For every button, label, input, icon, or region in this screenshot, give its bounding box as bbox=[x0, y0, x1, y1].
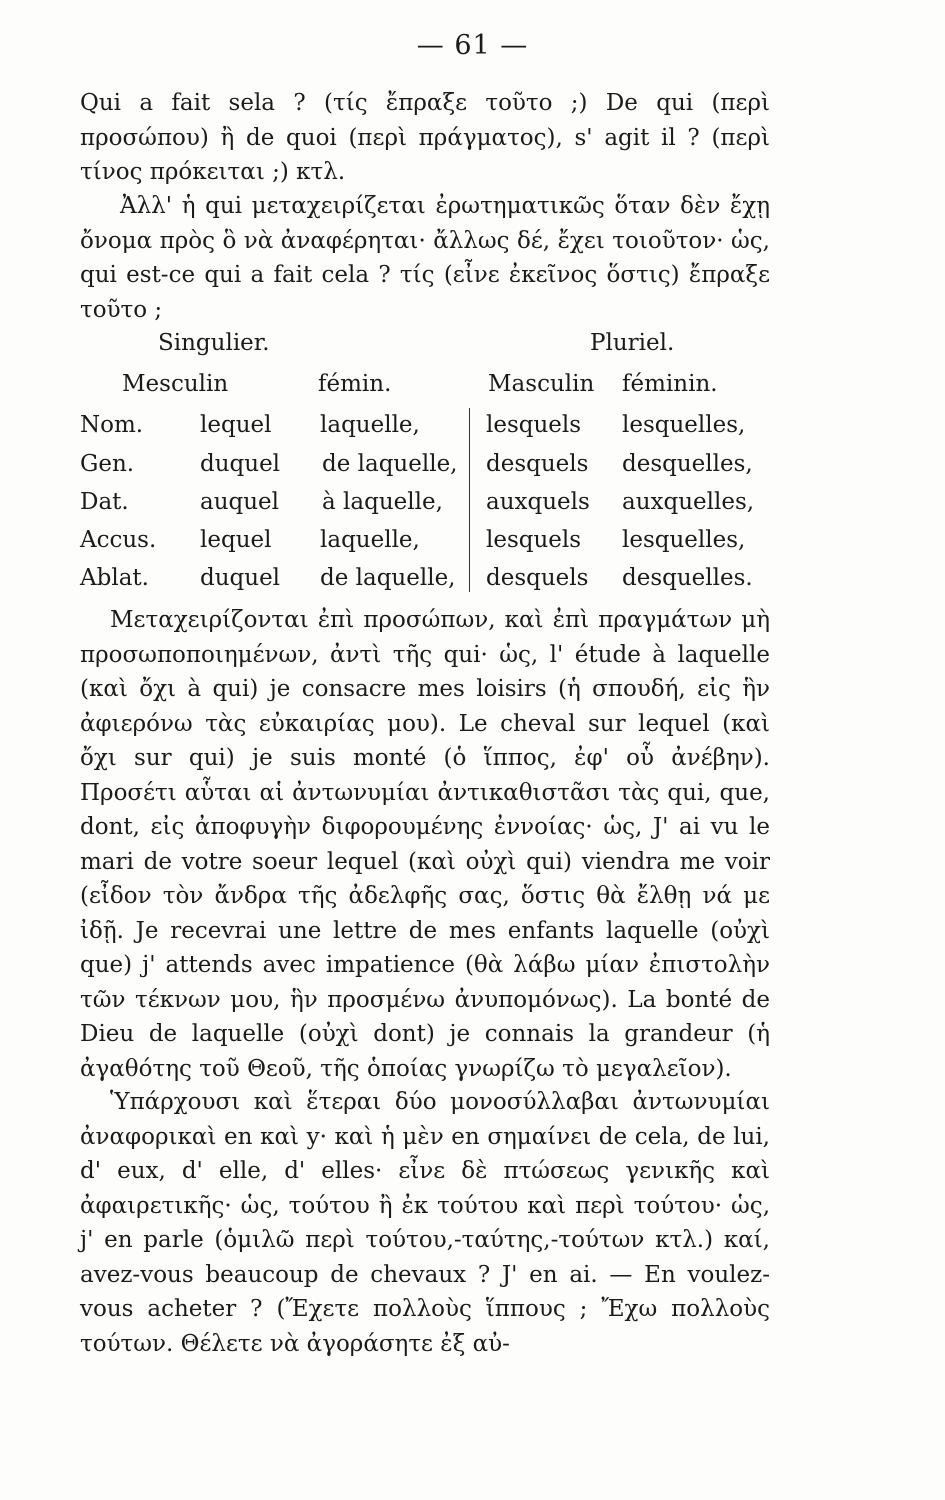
table-cell: duquel bbox=[200, 451, 281, 477]
table-cell: desquels bbox=[486, 565, 589, 591]
table-cell: lesquels bbox=[486, 412, 582, 438]
table-cell: lequel bbox=[200, 412, 272, 438]
plural-header: Pluriel. bbox=[590, 330, 675, 356]
table-cell: lesquels bbox=[486, 527, 582, 553]
case-label: Nom. bbox=[80, 412, 144, 438]
table-cell: lequel bbox=[200, 527, 272, 553]
gender-header-masc-sing: Mesculin bbox=[122, 371, 229, 397]
table-cell: de laquelle, bbox=[320, 565, 456, 591]
case-label: Dat. bbox=[80, 489, 129, 515]
paragraph-2: Ἀλλ' ἡ qui μεταχειρίζεται ἐρωτηματικῶς ὅταν δὲν ἔχῃ ὄνομα πρὸς ὃ νὰ ἀναφέρηται· ἄλλως δέ, ἔχει τοιοῦτον· ὡς, qui est-ce qui a fait cela ? τίς (εἶνε ἐκεῖνος ὅστις) ἔπραξε τοῦτο ; bbox=[80, 193, 770, 323]
table-cell: desquels bbox=[486, 451, 589, 477]
table-cell: à laquelle, bbox=[322, 489, 443, 515]
table-cell: desquelles. bbox=[622, 565, 753, 591]
gender-header-fem-plur: féminin. bbox=[622, 371, 718, 397]
paragraph-1: Qui a fait sela ? (τίς ἔπραξε τοῦτο ;) De qui (περὶ προσώπου) ἢ de quoi (περὶ πράγματος), s' agit il ? (περὶ τίνος πρόκειται ;) κτλ. bbox=[80, 90, 770, 185]
gender-header-masc-plur: Masculin bbox=[488, 371, 595, 397]
singular-header: Singulier. bbox=[158, 330, 270, 356]
table-cell: duquel bbox=[200, 565, 281, 591]
table-cell: de laquelle, bbox=[322, 451, 458, 477]
case-label: Accus. bbox=[80, 527, 157, 553]
table-cell: lesquelles, bbox=[622, 412, 746, 438]
paragraph-3: Μεταχειρίζονται ἐπὶ προσώπων, καὶ ἐπὶ πραγμάτων μὴ προσωποποιημένων, ἀντὶ τῆς qui· ὡς, l' étude à laquelle (καὶ ὄχι à qui) je consacre mes loisirs (ἡ σπουδή, εἰς ἣν ἀφιερόνω τὰς εὐκαιρίας μου). Le cheval sur lequel (καὶ ὄχι sur qui) je suis monté (ὁ ἵππος, ἐφ' οὗ ἀνέβην). Προσέτι αὗται αἱ ἀντωνυμίαι ἀντικαθιστᾶσι τὰς qui, que, dont, εἰς ἀποφυγὴν διφορουμένης ἐννοίας· ὡς, J' ai vu le mari de votre soeur lequel (καὶ οὐχὶ qui) viendra me voir (εἶδον τὸν ἄνδρα τῆς ἀδελφῆς σας, ὅστις θὰ ἔλθῃ νά με ἰδῇ. Je recevrai une lettre de mes enfants laquelle (οὐχὶ que) j' attends avec impatience (θὰ λάβω μίαν ἐπιστολὴν τῶν τέκνων μου, ἣν προσμένω ἀνυπομόνως). La bonté de Dieu de laquelle (οὐχὶ dont) je connais la grandeur (ἡ ἀγαθότης τοῦ Θεοῦ, τῆς ὁποίας γνωρίζω τὸ μεγαλεῖον). bbox=[80, 607, 770, 1082]
table-cell: laquelle, bbox=[320, 527, 420, 553]
case-label: Ablat. bbox=[80, 565, 149, 591]
paragraph-4: Ὑπάρχουσι καὶ ἕτεραι δύο μονοσύλλαβαι ἀντωνυμίαι ἀναφορικαὶ en καὶ y· καὶ ἡ μὲν en σημαίνει de cela, de lui, d' eux, d' elle, d' elles· εἶνε δὲ πτώσεως γενικῆς καὶ ἀφαιρετικῆς· ὡς, τούτου ἢ ἐκ τούτου καὶ περὶ τούτου· ὡς, j' en parle (ὁμιλῶ περὶ τούτου,-ταύτης,-τούτων κτλ.) καί, avez-vous beaucoup de chevaux ? J' en ai. — En voulez-vous acheter ? (Ἔχετε πολλοὺς ἵππους ; Ἔχω πολλοὺς τούτων. Θέλετε νὰ ἀγοράσητε ἐξ αὐ- bbox=[80, 1089, 770, 1357]
case-label: Gen. bbox=[80, 451, 135, 477]
column-divider bbox=[469, 408, 470, 592]
table-cell: auxquels bbox=[486, 489, 590, 515]
table-cell: auxquelles, bbox=[622, 489, 755, 515]
gender-header-fem-sing: fémin. bbox=[318, 371, 392, 397]
table-cell: desquelles, bbox=[622, 451, 753, 477]
table-cell: laquelle, bbox=[320, 412, 420, 438]
table-cell: auquel bbox=[200, 489, 280, 515]
table-cell: lesquelles, bbox=[622, 527, 746, 553]
page-number: — 61 — bbox=[416, 30, 529, 61]
